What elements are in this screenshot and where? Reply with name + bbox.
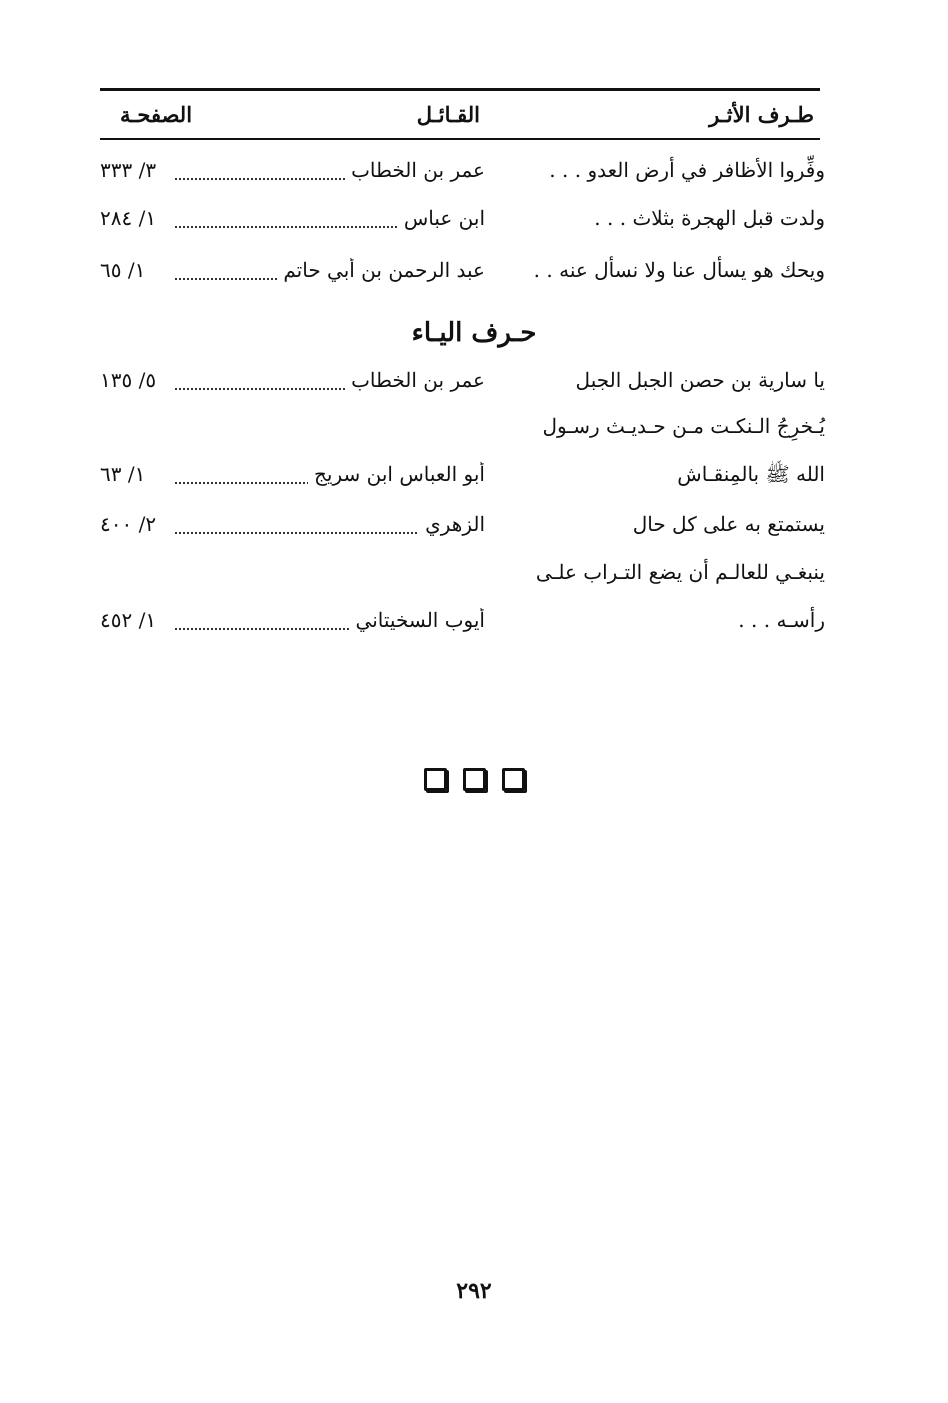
page-ref: ١/ ٦٣ bbox=[100, 462, 146, 486]
page-ref: ١/ ٤٥٢ bbox=[100, 608, 157, 632]
qaeel-text: عمر بن الخطاب bbox=[345, 158, 485, 182]
table-row bbox=[100, 362, 825, 404]
page-number: ٢٩٢ bbox=[456, 1278, 492, 1304]
header-qaeel: القـائـل bbox=[416, 102, 480, 127]
square-ornament-icon bbox=[463, 768, 486, 791]
atar-text: وفِّروا الأظافر في أرض العدو . . . bbox=[549, 158, 825, 182]
page-ref: ١/ ٢٨٤ bbox=[100, 206, 157, 230]
page-ref: ٢/ ٤٠٠ bbox=[100, 512, 157, 536]
qaeel-text: ابن عباس bbox=[398, 206, 485, 230]
page-ref: ٥/ ١٣٥ bbox=[100, 368, 157, 392]
page-ref: ٣/ ٣٣٣ bbox=[100, 158, 157, 182]
header-page: الصفحـة bbox=[120, 102, 193, 127]
table-row bbox=[100, 200, 825, 242]
page-ref: ١/ ٦٥ bbox=[100, 258, 146, 282]
section-title: حـرف اليـاء bbox=[411, 318, 537, 348]
atar-text: ويحك هو يسأل عنا ولا نسأل عنه . . bbox=[533, 258, 825, 282]
header-top-rule bbox=[100, 88, 820, 91]
square-ornament-icon bbox=[424, 768, 447, 791]
atar-text: الله ﷺ بالمِنقـاش bbox=[677, 462, 825, 486]
header-bottom-rule bbox=[100, 138, 820, 140]
square-ornament-icon bbox=[502, 768, 525, 791]
qaeel-text: أيوب السخيتاني bbox=[350, 608, 485, 632]
atar-continuation-line: ينبغـي للعالـم أن يضع التـراب علـى bbox=[535, 560, 825, 584]
qaeel-text: أبو العباس ابن سريج bbox=[308, 462, 485, 486]
table-row bbox=[100, 456, 825, 498]
atar-continuation-line: يُـخرِجُ الـنكـت مـن حـديـث رسـول bbox=[542, 414, 825, 438]
table-row bbox=[100, 252, 825, 294]
header-atar: طـرف الأثـر bbox=[709, 102, 814, 127]
table-header bbox=[100, 96, 820, 134]
atar-text: يستمتع به على كل حال bbox=[632, 512, 825, 536]
qaeel-text: عبد الرحمن بن أبي حاتم bbox=[277, 258, 485, 282]
section-end-ornament bbox=[0, 768, 948, 795]
qaeel-text: الزهري bbox=[419, 512, 485, 536]
atar-text: يا سارية بن حصن الجبل الجبل bbox=[575, 368, 825, 392]
table-row bbox=[100, 152, 825, 194]
table-row bbox=[100, 506, 825, 548]
qaeel-text: عمر بن الخطاب bbox=[345, 368, 485, 392]
atar-text: رأسـه . . . bbox=[738, 608, 825, 632]
table-row bbox=[100, 602, 825, 644]
atar-text: ولدت قبل الهجرة بثلاث . . . bbox=[594, 206, 825, 230]
